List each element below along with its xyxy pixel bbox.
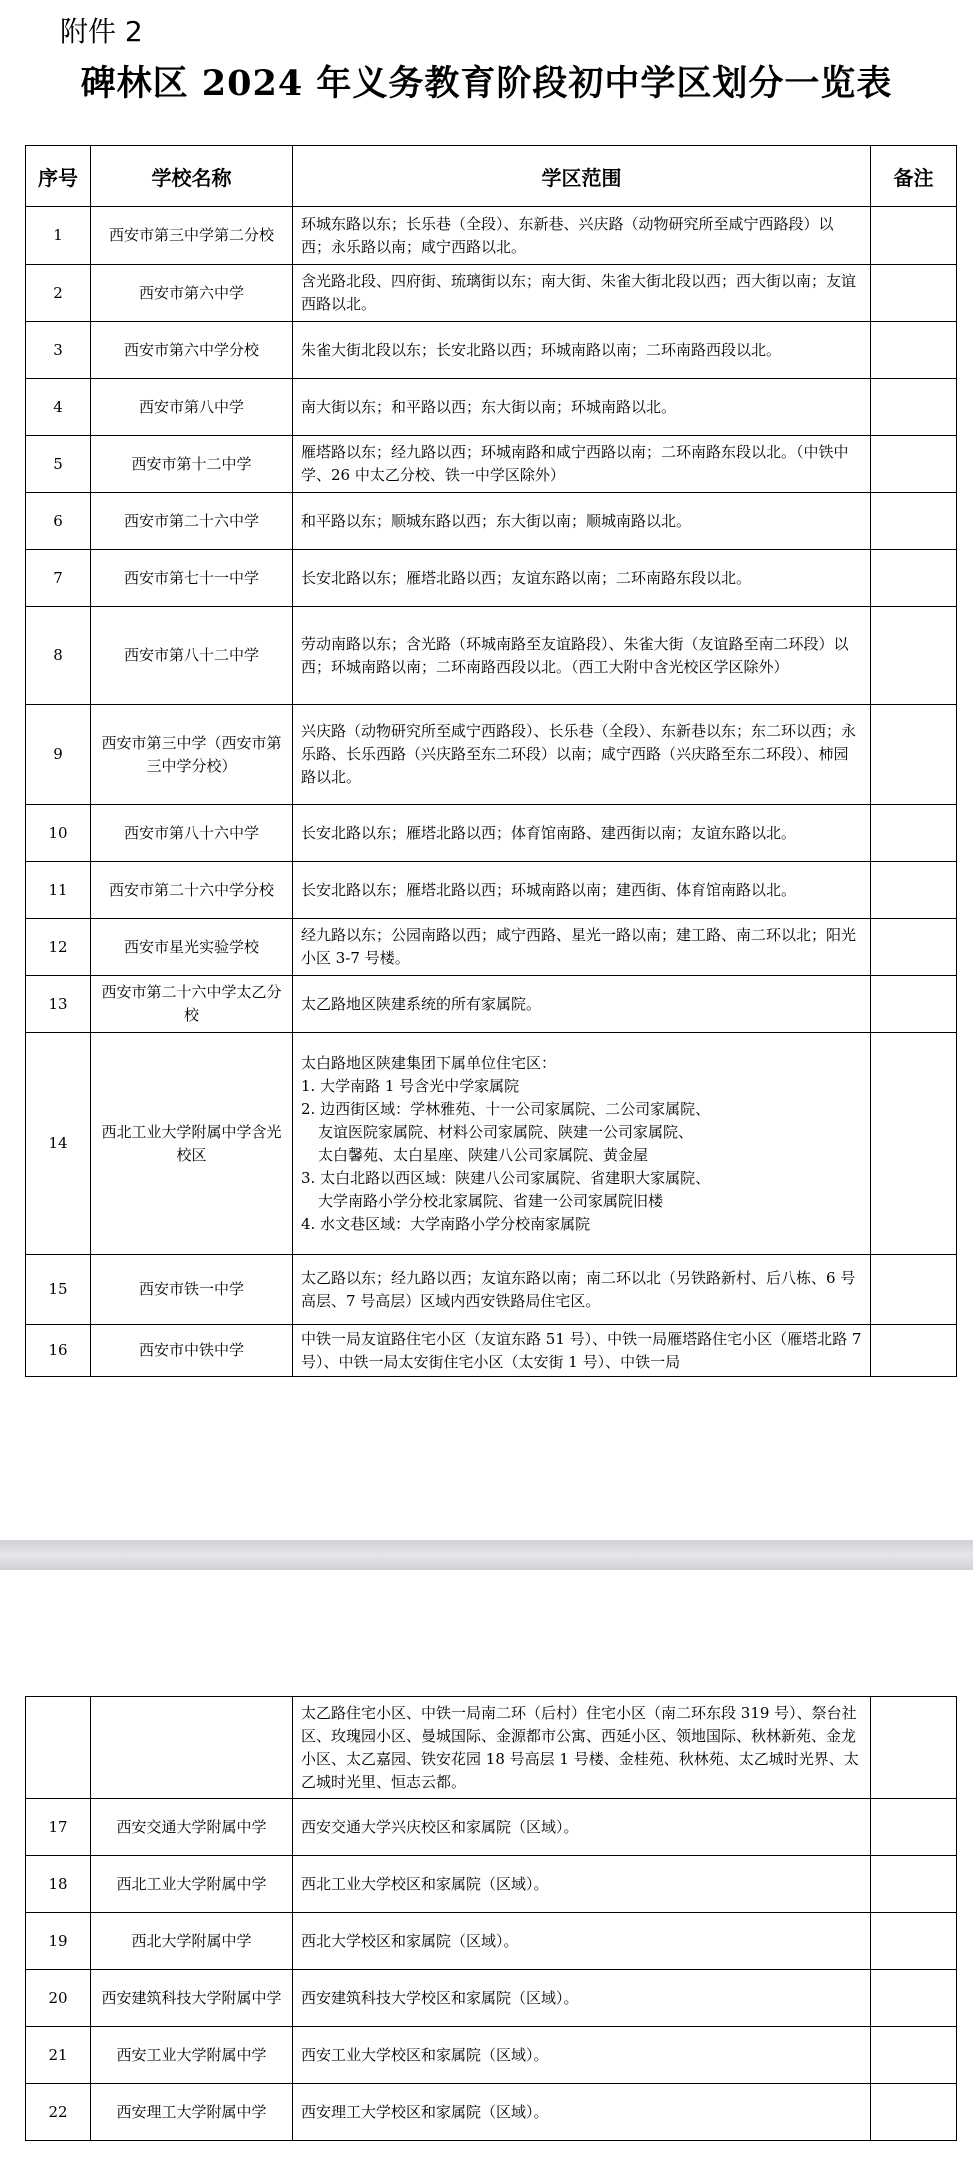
row-num: 21 — [26, 2027, 91, 2084]
row-num: 8 — [26, 607, 91, 705]
row-num: 16 — [26, 1325, 91, 1377]
table-row — [26, 1325, 957, 1377]
row-num: 14 — [26, 1033, 91, 1255]
row-school: 西安市中铁中学 — [91, 1325, 293, 1377]
table-row — [26, 1799, 957, 1856]
table-row — [26, 207, 957, 265]
table-row — [26, 805, 957, 862]
row-scope: 劳动南路以东；含光路（环城南路至友谊路段）、朱雀大街（友谊路至南二环段）以西；环城南路以南；二环南路西段以北。（西工大附中含光校区学区除外） — [293, 607, 871, 705]
row-note — [871, 1325, 957, 1377]
row-school: 西安市第六中学分校 — [91, 322, 293, 379]
row-note — [871, 919, 957, 976]
table-row — [26, 379, 957, 436]
table-row — [26, 493, 957, 550]
row-num: 22 — [26, 2084, 91, 2141]
row-note — [871, 862, 957, 919]
scope-line: 4. 水文巷区域：大学南路小学分校南家属院 — [301, 1214, 591, 1233]
row-note — [871, 265, 957, 322]
scope-line: 友谊医院家属院、材料公司家属院、陕建一公司家属院、 — [318, 1122, 694, 1141]
row-school: 西安市星光实验学校 — [91, 919, 293, 976]
row-note — [871, 1033, 957, 1255]
table-row — [26, 862, 957, 919]
row-scope: 太乙路以东；经九路以西；友谊东路以南；南二环以北（另铁路新村、后八栋、6 号高层、7 号高层）区域内西安铁路局住宅区。 — [293, 1255, 871, 1325]
row-scope: 含光路北段、四府街、琉璃街以东；南大街、朱雀大街北段以西；西大街以南；友谊西路以北。 — [293, 265, 871, 322]
district-table — [25, 145, 957, 1377]
table-row — [26, 550, 957, 607]
row-num: 2 — [26, 265, 91, 322]
row-note — [871, 1255, 957, 1325]
scope-line: 太白馨苑、太白星座、陕建八公司家属院、黄金屋 — [318, 1145, 649, 1164]
table-row — [26, 1033, 957, 1255]
table-row — [26, 976, 957, 1033]
row-school: 西安市第二十六中学太乙分校 — [91, 976, 293, 1033]
table-row — [26, 1856, 957, 1913]
row-scope: 南大街以东；和平路以西；东大街以南；环城南路以北。 — [293, 379, 871, 436]
row-num: 4 — [26, 379, 91, 436]
row-scope: 朱雀大街北段以东；长安北路以西；环城南路以南；二环南路西段以北。 — [293, 322, 871, 379]
row-num: 7 — [26, 550, 91, 607]
table-row — [26, 1255, 957, 1325]
table-row — [26, 2027, 957, 2084]
row-num: 18 — [26, 1856, 91, 1913]
row-scope: 西安理工大学校区和家属院（区域）。 — [293, 2084, 871, 2141]
row-note — [871, 1913, 957, 1970]
row-note — [871, 2084, 957, 2141]
scope-line: 2. 边西街区域：学林雅苑、十一公司家属院、二公司家属院、 — [301, 1099, 711, 1118]
table-row — [26, 919, 957, 976]
table-row — [26, 1697, 957, 1799]
row-note — [871, 379, 957, 436]
row-note — [871, 493, 957, 550]
scope-line: 1. 大学南路 1 号含光中学家属院 — [301, 1076, 520, 1095]
row-note — [871, 1799, 957, 1856]
table-row — [26, 265, 957, 322]
row-num: 17 — [26, 1799, 91, 1856]
row-school: 西北大学附属中学 — [91, 1913, 293, 1970]
row-scope: 经九路以东；公园南路以西；咸宁西路、星光一路以南；建工路、南二环以北；阳光小区 3-7 号楼。 — [293, 919, 871, 976]
row-scope: 长安北路以东；雁塔北路以西；环城南路以南；建西街、体育馆南路以北。 — [293, 862, 871, 919]
row-scope: 长安北路以东；雁塔北路以西；友谊东路以南；二环南路东段以北。 — [293, 550, 871, 607]
row-scope: 西北工业大学校区和家属院（区域）。 — [293, 1856, 871, 1913]
table-row — [26, 1970, 957, 2027]
table-row — [26, 607, 957, 705]
row-num — [26, 1697, 91, 1799]
page-title: 碑林区 2024 年义务教育阶段初中学区划分一览表 — [80, 63, 893, 104]
row-scope: 长安北路以东；雁塔北路以西；体育馆南路、建西街以南；友谊东路以北。 — [293, 805, 871, 862]
header-school: 学校名称 — [91, 146, 293, 207]
table-row — [26, 2084, 957, 2141]
scope-line: 大学南路小学分校北家属院、省建一公司家属院旧楼 — [318, 1191, 664, 1210]
row-scope: 太乙路住宅小区、中铁一局南二环（后村）住宅小区（南二环东段 319 号）、祭台社区、玫瑰园小区、曼城国际、金源都市公寓、西延小区、领地国际、秋林新苑、金龙小区、太乙嘉园、铁安花园 18 号高层 1 号楼、金桂苑、秋林苑、太乙城时光界、太乙城时光里、恒志云都。 — [293, 1697, 871, 1799]
row-num: 9 — [26, 705, 91, 805]
document-page-2 — [0, 1570, 973, 2159]
row-scope: 和平路以东；顺城东路以西；东大街以南；顺城南路以北。 — [293, 493, 871, 550]
table-row — [26, 436, 957, 493]
row-scope: 兴庆路（动物研究所至咸宁西路段）、长乐巷（全段）、东新巷以东；东二环以西；永乐路、长乐西路（兴庆路至东二环段）以南；咸宁西路（兴庆路至东二环段）、柿园路以北。 — [293, 705, 871, 805]
scope-line: 3. 太白北路以西区域：陕建八公司家属院、省建职大家属院、 — [301, 1168, 711, 1187]
row-scope: 西安交通大学兴庆校区和家属院（区域）。 — [293, 1799, 871, 1856]
row-school: 西安市第三中学（西安市第三中学分校） — [91, 705, 293, 805]
header-scope: 学区范围 — [293, 146, 871, 207]
row-scope: 中铁一局友谊路住宅小区（友谊东路 51 号）、中铁一局雁塔路住宅小区（雁塔北路 7 号）、中铁一局太安街住宅小区（太安街 1 号）、中铁一局 — [293, 1325, 871, 1377]
row-school: 西安市第八十二中学 — [91, 607, 293, 705]
row-num: 5 — [26, 436, 91, 493]
row-scope: 雁塔路以东；经九路以西；环城南路和咸宁西路以南；二环南路东段以北。（中铁中学、26 中太乙分校、铁一中学区除外） — [293, 436, 871, 493]
row-num: 12 — [26, 919, 91, 976]
row-num: 10 — [26, 805, 91, 862]
row-school: 西安交通大学附属中学 — [91, 1799, 293, 1856]
row-note — [871, 1970, 957, 2027]
row-note — [871, 1697, 957, 1799]
row-scope: 太乙路地区陕建系统的所有家属院。 — [293, 976, 871, 1033]
row-note — [871, 805, 957, 862]
row-num: 11 — [26, 862, 91, 919]
row-num: 15 — [26, 1255, 91, 1325]
row-scope: 环城东路以东；长乐巷（全段）、东新巷、兴庆路（动物研究所至咸宁西路段）以西；永乐路以南；咸宁西路以北。 — [293, 207, 871, 265]
row-scope: 西安建筑科技大学校区和家属院（区域）。 — [293, 1970, 871, 2027]
row-school — [91, 1697, 293, 1799]
row-note — [871, 436, 957, 493]
row-num: 19 — [26, 1913, 91, 1970]
row-scope — [293, 1033, 871, 1255]
row-school: 西安市铁一中学 — [91, 1255, 293, 1325]
header-num: 序号 — [26, 146, 91, 207]
row-num: 3 — [26, 322, 91, 379]
row-school: 西安市第二十六中学分校 — [91, 862, 293, 919]
row-school: 西安建筑科技大学附属中学 — [91, 1970, 293, 2027]
table-row — [26, 322, 957, 379]
row-school: 西安工业大学附属中学 — [91, 2027, 293, 2084]
table-header-row — [26, 146, 957, 207]
table-row — [26, 1913, 957, 1970]
scope-line: 太白路地区陕建集团下属单位住宅区： — [301, 1053, 557, 1072]
table-row — [26, 705, 957, 805]
header-note: 备注 — [871, 146, 957, 207]
row-num: 6 — [26, 493, 91, 550]
attachment-label: 附件 2 — [60, 15, 143, 48]
row-school: 西安市第二十六中学 — [91, 493, 293, 550]
row-note — [871, 607, 957, 705]
row-school: 西安市第十二中学 — [91, 436, 293, 493]
row-school: 西安理工大学附属中学 — [91, 2084, 293, 2141]
row-note — [871, 207, 957, 265]
row-note — [871, 1856, 957, 1913]
row-scope: 西北大学校区和家属院（区域）。 — [293, 1913, 871, 1970]
row-school: 西安市第八十六中学 — [91, 805, 293, 862]
row-school: 西北工业大学附属中学 — [91, 1856, 293, 1913]
row-school: 西安市第六中学 — [91, 265, 293, 322]
row-note — [871, 2027, 957, 2084]
row-num: 20 — [26, 1970, 91, 2027]
row-school: 西北工业大学附属中学含光校区 — [91, 1033, 293, 1255]
row-school: 西安市第七十一中学 — [91, 550, 293, 607]
page-separator — [0, 1540, 973, 1570]
row-num: 13 — [26, 976, 91, 1033]
row-school: 西安市第八中学 — [91, 379, 293, 436]
district-table-continued — [25, 1696, 957, 2141]
row-school: 西安市第三中学第二分校 — [91, 207, 293, 265]
row-scope: 西安工业大学校区和家属院（区域）。 — [293, 2027, 871, 2084]
row-note — [871, 976, 957, 1033]
row-note — [871, 705, 957, 805]
row-note — [871, 550, 957, 607]
row-num: 1 — [26, 207, 91, 265]
row-note — [871, 322, 957, 379]
